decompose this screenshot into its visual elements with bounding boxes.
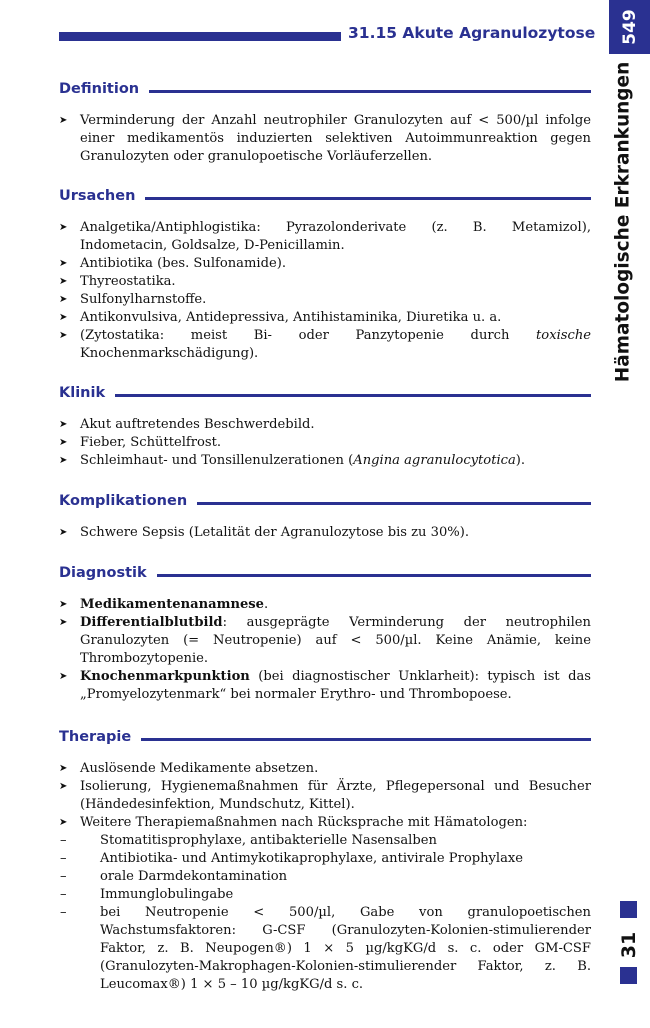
page-number-tab — [609, 0, 650, 54]
dash-bullet-icon: – — [60, 887, 67, 902]
page-body — [59, 78, 591, 994]
dash-bullet-icon: – — [60, 833, 67, 848]
dash-bullet-icon: – — [60, 851, 67, 866]
list-item — [59, 524, 591, 542]
list-item-text: Antibiotika (bes. Sulfonamide). — [80, 256, 286, 271]
section-rule — [145, 197, 591, 200]
dash-bullet-icon: – — [60, 905, 67, 920]
emphasis-text: toxische — [536, 328, 591, 343]
arrowhead-bullet-icon: ➤ — [59, 330, 68, 341]
section-title: Komplikationen — [59, 493, 188, 509]
arrowhead-bullet-icon: ➤ — [59, 763, 68, 774]
section-header-title: 31.15 Akute Agranulozytose — [348, 24, 596, 42]
sub-list-item-text: Immunglobulingabe — [100, 887, 234, 902]
section-rule — [149, 90, 591, 93]
list-item-text: Antikonvulsiva, Antidepressiva, Antihistaminika, Diuretika u. a. — [80, 310, 502, 325]
list-item — [59, 255, 591, 273]
bold-term: Medikamentenanamnese — [80, 597, 265, 612]
sub-list-item-text: Antibiotika- und Antimykotikaprophylaxe, antivirale Prophylaxe — [100, 851, 524, 866]
arrowhead-bullet-icon: ➤ — [59, 817, 68, 828]
chapter-number-text: 31 — [618, 931, 640, 959]
list-item-text: Knochenmarkschädigung). — [80, 346, 259, 361]
list-item-text: (bei diagnostischer Unklarheit): typisch ist das „Promyelozytenmark“ bei normaler Erythro- und Thrombopoese. — [80, 669, 591, 702]
header-rule — [59, 32, 341, 41]
section-heading — [59, 490, 591, 512]
list-item — [59, 416, 591, 434]
section-rule — [157, 574, 591, 577]
arrowhead-bullet-icon: ➤ — [59, 294, 68, 305]
list-item — [59, 273, 591, 291]
list-item-text: Schwere Sepsis (Letalität der Agranulozytose bis zu 30%). — [80, 525, 470, 540]
list-item — [59, 112, 591, 166]
list-item — [59, 596, 591, 614]
sub-list-item — [59, 850, 591, 868]
section-klinik — [59, 382, 591, 470]
arrowhead-bullet-icon: ➤ — [59, 115, 68, 126]
section-title: Ursachen — [59, 188, 136, 204]
section-rule — [197, 502, 591, 505]
list-item — [59, 452, 591, 470]
list-item-text: Isolierung, Hygienemaßnahmen für Ärzte, Pflegepersonal und Besucher (Händedesinfektion, Mundschutz, Kittel). — [80, 779, 591, 812]
arrowhead-bullet-icon: ➤ — [59, 781, 68, 792]
list-item — [59, 434, 591, 452]
section-rule — [141, 738, 591, 741]
list-item — [59, 219, 591, 255]
list-item-text: Akut auftretendes Beschwerdebild. — [80, 417, 315, 432]
section-komplikationen — [59, 490, 591, 542]
emphasis-text: Angina agranulocytotica — [353, 453, 516, 468]
section-ursachen — [59, 185, 591, 363]
section-therapie — [59, 726, 591, 994]
arrowhead-bullet-icon: ➤ — [59, 276, 68, 287]
arrowhead-bullet-icon: ➤ — [59, 617, 68, 628]
list-item — [59, 760, 591, 778]
list-item-text: Auslösende Medikamente absetzen. — [80, 761, 319, 776]
list-item-text: Weitere Therapiemaßnahmen nach Rücksprache mit Hämatologen: — [80, 815, 528, 830]
arrowhead-bullet-icon: ➤ — [59, 599, 68, 610]
list-item — [59, 291, 591, 309]
list-item-text: Analgetika/Antiphlogistika: Pyrazolonderivate (z. B. Metamizol), Indometacin, Goldsalze, D-Penicillamin. — [80, 220, 591, 253]
section-title: Definition — [59, 81, 140, 97]
arrowhead-bullet-icon: ➤ — [59, 419, 68, 430]
list-item-text: Sulfonylharnstoffe. — [80, 292, 207, 307]
dash-bullet-icon: – — [60, 869, 67, 884]
list-item-text: ). — [515, 453, 526, 468]
sub-list-item — [59, 868, 591, 886]
list-item — [59, 778, 591, 814]
thumb-index-marker-top — [620, 901, 637, 918]
section-definition — [59, 78, 591, 166]
section-title: Therapie — [59, 729, 132, 745]
sub-list-item — [59, 886, 591, 904]
list-item — [59, 614, 591, 668]
list-item — [59, 668, 591, 704]
arrowhead-bullet-icon: ➤ — [59, 222, 68, 233]
arrowhead-bullet-icon: ➤ — [59, 455, 68, 466]
section-heading — [59, 185, 591, 207]
bold-term: Differentialblutbild — [80, 615, 223, 630]
list-item — [59, 814, 591, 832]
thumb-index-marker-bottom — [620, 967, 637, 984]
list-item-text: Schleimhaut- und Tonsillenulzerationen ( — [80, 453, 354, 468]
list-item-text: . — [264, 597, 269, 612]
list-item-text: : ausgeprägte Verminderung der neutrophilen Granulozyten (= Neutropenie) auf < 500/µl. Keine Anämie, keine Thrombozytopenie. — [80, 615, 591, 666]
section-heading — [59, 78, 591, 100]
section-heading — [59, 562, 591, 584]
section-title: Diagnostik — [59, 565, 147, 581]
list-item-text: Verminderung der Anzahl neutrophiler Granulozyten auf < 500/µl infolge einer medikamentös induzierten selektiven Autoimmunreaktion gegen Granulozyten oder granulopoetische Vorläuferzellen. — [80, 113, 591, 164]
arrowhead-bullet-icon: ➤ — [59, 437, 68, 448]
arrowhead-bullet-icon: ➤ — [59, 671, 68, 682]
bold-term: Knochenmarkpunktion — [80, 669, 250, 684]
arrowhead-bullet-icon: ➤ — [59, 258, 68, 269]
sub-list-item-text: orale Darmdekontamination — [100, 869, 288, 884]
list-item — [59, 309, 591, 327]
section-heading — [59, 382, 591, 404]
list-item-text: Fieber, Schüttelfrost. — [80, 435, 222, 450]
section-heading — [59, 726, 591, 748]
list-item-text: Thyreostatika. — [80, 274, 176, 289]
sub-list-item — [59, 832, 591, 850]
page-number: 549 — [619, 9, 640, 45]
arrowhead-bullet-icon: ➤ — [59, 312, 68, 323]
arrowhead-bullet-icon: ➤ — [59, 527, 68, 538]
section-title: Klinik — [59, 385, 106, 401]
list-item — [59, 327, 591, 363]
section-rule — [115, 394, 591, 397]
list-item-text: (Zytostatika: meist Bi- oder Panzytopenie durch — [80, 328, 537, 343]
sub-list-item-text: Stomatitisprophylaxe, antibakterielle Nasensalben — [100, 833, 437, 848]
sub-list-item — [59, 904, 591, 994]
chapter-side-title-text: Hämatologische Erkrankungen — [612, 61, 634, 383]
section-diagnostik — [59, 562, 591, 704]
sub-list-item-text: bei Neutropenie < 500/µl, Gabe von granulopoetischen Wachstumsfaktoren: G-CSF (Granulozyten-Kolonien-stimulierender Faktor, z. B. Neupogen®) 1 × 5 µg/kgKG/d s. c. oder GM-CSF (Granulozyten-Makrophagen-Kolonien-stimulierender Faktor, z. B. Leucomax®) 1 × 5 – 10 µg/kgKG/d s. c. — [100, 905, 591, 992]
